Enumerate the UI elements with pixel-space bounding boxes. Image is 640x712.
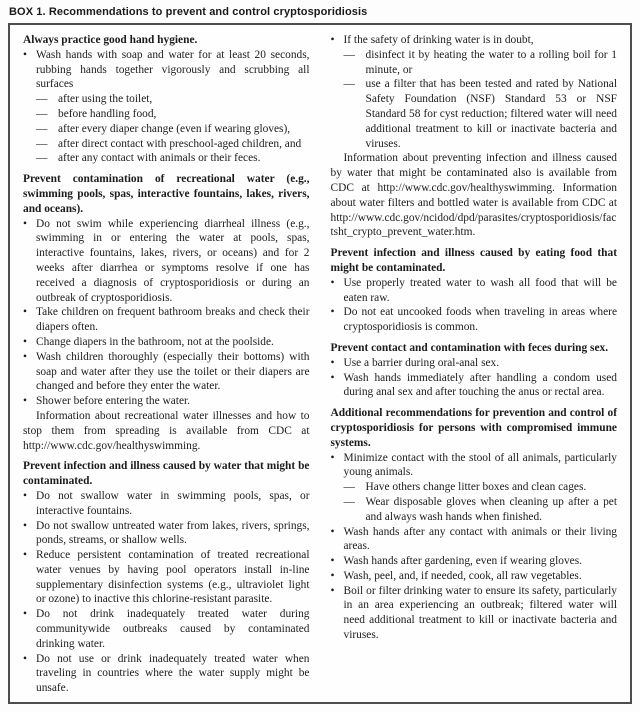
bullet-text: If the safety of drinking water is in doubt, xyxy=(343,34,534,46)
dash-icon: — xyxy=(343,48,355,61)
dash-text: after any contact with animals or their feces. xyxy=(58,152,261,165)
bullet-icon: • xyxy=(23,489,27,502)
bullet-icon: • xyxy=(330,584,335,597)
bullet-item xyxy=(23,335,310,350)
bullet-icon: • xyxy=(23,519,27,532)
bullet-icon: • xyxy=(23,48,27,61)
bullet-item xyxy=(331,554,618,569)
section-heading: Prevent infection and illness caused by water that might be contaminated. xyxy=(23,460,310,488)
bullet-text: Do not swallow water in swimming pools, spas, or interactive fountains. xyxy=(36,489,310,517)
paragraph-text: Information about preventing infection and illness caused by water that might be contaminated also is available from CDC at http://www.cdc.gov/healthyswimming. Information about water filters and bottled water is available from CDC at http://www.cdc.gov/ncidod/dpd/parasites/cryptosporidiosis/factsht_crypto_prevent_water.htm. xyxy=(330,152,617,239)
bullet-icon: • xyxy=(23,549,27,562)
dash-text: Wear disposable gloves when cleaning up after a pet and always wash hands when finished. xyxy=(365,495,617,523)
box-title: BOX 1. Recommendations to prevent and control cryptosporidiosis xyxy=(9,6,368,18)
bullet-item xyxy=(331,451,618,481)
bullet-item xyxy=(331,525,618,555)
bullet-icon: • xyxy=(330,371,335,384)
bullet-item xyxy=(23,394,310,409)
bullet-item xyxy=(23,519,310,549)
dash-icon: — xyxy=(36,93,48,106)
bullet-text: Use a barrier during oral-anal sex. xyxy=(343,356,500,369)
dash-icon: — xyxy=(36,137,48,150)
box-border xyxy=(8,23,632,704)
bullet-icon: • xyxy=(330,451,335,464)
bullet-icon: • xyxy=(23,306,27,319)
bullet-item xyxy=(331,276,618,306)
bullet-text: Change diapers in the bathroom, not at the poolside. xyxy=(36,335,274,348)
bullet-text: Wash hands after any contact with animals or their living areas. xyxy=(343,525,617,553)
left-column xyxy=(23,33,310,694)
bullet-text: Do not swim while experiencing diarrheal illness (e.g., swimming in or entering the water at pools, spas, interactive fountains, lakes, rivers, or oceans) and for 2 weeks after diarrhea or symptoms resolve if one has received a diagnosis of cryptosporidiosis or during an outbreak of cryptosporidiosis. xyxy=(36,217,310,304)
bullet-item xyxy=(23,652,310,696)
dash-icon: — xyxy=(36,152,48,165)
bullet-text: Boil or filter drinking water to ensure its safety, particularly in an area experiencing an outbreak; filtered water will need additional treatment to kill or inactivate bacteria and viruses. xyxy=(343,584,617,642)
section-heading: Additional recommendations for prevention and control of cryptosporidiosis for persons with compromised immune systems. xyxy=(330,407,617,449)
dash-icon: — xyxy=(36,107,48,120)
dash-item xyxy=(331,48,618,78)
bullet-icon: • xyxy=(23,217,27,230)
bullet-item xyxy=(23,350,310,394)
bullet-item xyxy=(331,305,618,335)
bullet-item xyxy=(331,356,618,371)
paragraph-text: Information about recreational water illnesses and how to stop them from spreading is available from CDC at http://www.cdc.gov/healthyswimming. xyxy=(23,409,310,452)
bullet-item xyxy=(23,48,310,92)
bullet-icon: • xyxy=(330,569,335,582)
right-column xyxy=(331,33,618,694)
bullet-text: Wash, peel, and, if needed, cook, all raw vegetables. xyxy=(343,569,582,582)
bullet-icon: • xyxy=(330,555,335,568)
dash-text: after direct contact with preschool-aged children, and xyxy=(58,137,302,150)
dash-text: after every diaper change (even if wearing gloves), xyxy=(58,122,291,135)
section-heading: Prevent infection and illness caused by eating food that might be contaminated. xyxy=(330,247,617,274)
dash-icon: — xyxy=(36,122,48,135)
dash-icon: — xyxy=(343,495,355,508)
dash-item xyxy=(23,107,310,122)
dash-text: disinfect it by heating the water to a rolling boil for 1 minute, or xyxy=(365,48,617,76)
dash-icon: — xyxy=(343,481,355,494)
bullet-icon: • xyxy=(23,608,27,621)
dash-item xyxy=(23,122,310,137)
bullet-item xyxy=(23,305,310,335)
dash-icon: — xyxy=(343,78,355,91)
bullet-text: Wash hands after gardening, even if wearing gloves. xyxy=(343,555,583,568)
dash-text: use a filter that has been tested and rated by National Safety Foundation (NSF) Standard 53 or NSF Standard 58 for cyst reduction; filtered water will need additional treatment to kill or inactivate bacteria and viruses. xyxy=(365,78,617,150)
bullet-icon: • xyxy=(23,350,27,363)
bullet-item xyxy=(23,607,310,651)
bullet-text: Wash children thoroughly (especially their bottoms) with soap and water after they use the toilet or their diapers are changed and before they enter the water. xyxy=(36,350,310,393)
dash-item xyxy=(331,480,618,495)
bullet-icon: • xyxy=(23,395,27,408)
dash-item xyxy=(331,495,618,525)
bullet-icon: • xyxy=(330,34,335,46)
dash-item xyxy=(23,137,310,152)
dash-text: after using the toilet, xyxy=(58,93,153,106)
bullet-item xyxy=(23,489,310,519)
bullet-item xyxy=(23,217,310,306)
section-heading: Always practice good hand hygiene. xyxy=(23,34,198,46)
bullet-item xyxy=(331,371,618,401)
dash-item xyxy=(23,92,310,107)
section-heading: Prevent contamination of recreational water (e.g., swimming pools, spas, interactive fountains, lakes, rivers, and oceans). xyxy=(23,173,310,215)
bullet-icon: • xyxy=(330,525,335,538)
dash-item xyxy=(331,77,618,151)
bullet-item xyxy=(331,33,618,48)
bullet-text: Wash hands immediately after handling a condom used during anal sex and after touching the anus or rectal area. xyxy=(343,371,617,399)
dash-item xyxy=(23,151,310,166)
bullet-icon: • xyxy=(23,335,27,348)
bullet-text: Do not eat uncooked foods when traveling in areas where cryptosporidiosis is common. xyxy=(343,306,617,334)
bullet-item xyxy=(331,584,618,643)
section-heading: Prevent contact and contamination with feces during sex. xyxy=(330,341,609,354)
bullet-text: Take children on frequent bathroom breaks and check their diapers often. xyxy=(36,306,310,334)
dash-text: Have others change litter boxes and clean cages. xyxy=(365,481,587,494)
bullet-text: Reduce persistent contamination of treated recreational water venues by having pool operators install in-line supplementary disinfection systems (e.g., ultraviolet light or ozone) to inactive this chlorine-resistant parasite. xyxy=(36,549,310,606)
bullet-icon: • xyxy=(330,276,335,289)
bullet-icon: • xyxy=(330,356,335,369)
bullet-text: Do not drink inadequately treated water during communitywide outbreaks caused by contaminated drinking water. xyxy=(36,608,310,650)
dash-text: before handling food, xyxy=(58,107,157,120)
bullet-item xyxy=(23,548,310,607)
bullet-text: Do not swallow untreated water from lakes, rivers, springs, ponds, streams, or shallow wells. xyxy=(36,519,310,547)
bullet-text: Wash hands with soap and water for at least 20 seconds, rubbing hands together vigorously and scrubbing all surfaces xyxy=(36,48,310,91)
bullet-text: Do not use or drink inadequately treated water when traveling in countries where the water supply might be unsafe. xyxy=(36,652,310,695)
bullet-text: Use properly treated water to wash all food that will be eaten raw. xyxy=(343,276,617,304)
bullet-icon: • xyxy=(23,652,27,665)
bullet-icon: • xyxy=(330,306,335,319)
bullet-text: Minimize contact with the stool of all animals, particularly young animals. xyxy=(343,451,617,479)
bullet-text: Shower before entering the water. xyxy=(36,395,191,408)
bullet-item xyxy=(331,569,618,584)
